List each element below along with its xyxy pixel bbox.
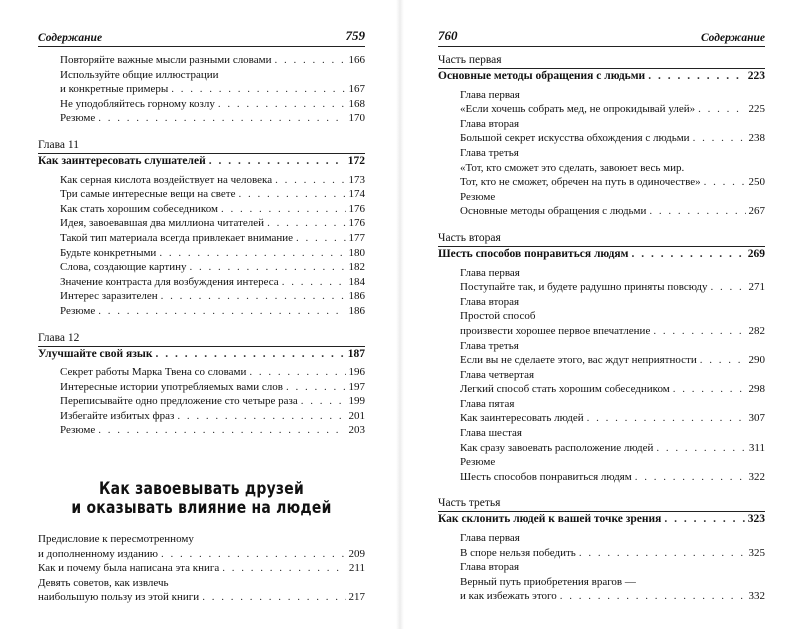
right-toc bbox=[438, 47, 765, 604]
toc-entry: и конкретные примеры . . . 167 bbox=[38, 82, 365, 97]
part-label: Часть третья bbox=[438, 497, 501, 510]
toc-entry: Повторяйте важные мысли разными словами . . . 166 bbox=[38, 53, 365, 68]
book-spine bbox=[396, 0, 404, 629]
toc-entry: наибольшую пользу из этой книги . . . 217 bbox=[38, 590, 365, 605]
toc-entry-line: Предисловие к пересмотренному bbox=[38, 533, 194, 546]
chapter-label: Глава четвертая bbox=[460, 368, 535, 381]
chapter-title: Улучшайте свой язык . . . 187 bbox=[38, 347, 365, 362]
toc-entry: Интерес заразителен . . . 186 bbox=[38, 289, 365, 304]
toc-entry: Как сразу завоевать расположение людей . . . 311 bbox=[438, 441, 765, 456]
toc-entry: Как и почему была написана эта книга . . . 211 bbox=[38, 561, 365, 576]
toc-entry-line: «Тот, кто сможет это сделать, завоюет весь мир. bbox=[460, 161, 685, 174]
toc-entry: Шесть способов понравиться людям . . . 322 bbox=[438, 470, 765, 485]
chapter-label: Глава 12 bbox=[38, 331, 80, 344]
toc-entry: Как стать хорошим собеседником . . . 176 bbox=[38, 202, 365, 217]
part-label: Часть первая bbox=[438, 54, 502, 66]
toc-entry: Как заинтересовать людей . . . 307 bbox=[438, 411, 765, 426]
left-running-title: Содержание bbox=[38, 32, 103, 44]
part-title: Основные методы обращения с людьми . . . 223 bbox=[438, 69, 765, 84]
left-running-header bbox=[38, 28, 365, 47]
toc-entry-line: Верный путь приобретения врагов — bbox=[460, 575, 636, 588]
toc-entry-line: Используйте общие иллюстрации bbox=[60, 68, 219, 81]
toc-entry: Тот, кто не сможет, обречен на путь в одиночестве» . . . 250 bbox=[438, 175, 765, 190]
chapter-label: Глава шестая bbox=[460, 427, 522, 440]
toc-entry: Большой секрет искусства обхождения с людьми . . . 238 bbox=[438, 131, 765, 146]
part-title: Как склонить людей к вашей точке зрения . . . 323 bbox=[438, 512, 765, 527]
right-running-header bbox=[438, 28, 765, 47]
book-title-line: Как завоевывать друзей bbox=[99, 479, 304, 500]
toc-entry: Интересные истории употребляемых вами слов . . . 197 bbox=[38, 380, 365, 395]
toc-entry: Основные методы обращения с людьми . . . 267 bbox=[438, 204, 765, 219]
toc-entry: Такой тип материала всегда привлекает внимание . . . 177 bbox=[38, 231, 365, 246]
toc-entry: Не уподобляйтесь горному козлу . . . 168 bbox=[38, 97, 365, 112]
left-toc bbox=[38, 47, 365, 605]
right-page bbox=[438, 28, 765, 604]
book-title bbox=[67, 480, 335, 518]
toc-entry: произвести хорошее первое впечатление . . . 282 bbox=[438, 324, 765, 339]
toc-entry: Если вы не сделаете этого, вас ждут неприятности . . . 290 bbox=[438, 353, 765, 368]
part-title: Шесть способов понравиться людям . . . 269 bbox=[438, 247, 765, 262]
chapter-label: Глава первая bbox=[460, 532, 520, 545]
toc-entry: Легкий способ стать хорошим собеседником . . . 298 bbox=[438, 382, 765, 397]
chapter-label: Глава пятая bbox=[460, 397, 515, 410]
toc-entry: Избегайте избитых фраз . . . 201 bbox=[38, 409, 365, 424]
left-page-number: 759 bbox=[345, 28, 365, 43]
toc-entry: Резюме . . . 170 bbox=[38, 111, 365, 126]
toc-entry: Секрет работы Марка Твена со словами . . . 196 bbox=[38, 365, 365, 380]
chapter-title: Как заинтересовать слушателей . . . 172 bbox=[38, 154, 365, 169]
toc-entry: и дополненному изданию . . . 209 bbox=[38, 547, 365, 562]
book-title-line: и оказывать влияние на людей bbox=[71, 498, 332, 519]
toc-entry: В споре нельзя победить . . . 325 bbox=[438, 546, 765, 561]
chapter-label: Глава первая bbox=[460, 266, 520, 279]
chapter-label: Глава вторая bbox=[460, 117, 520, 130]
toc-entry: Значение контраста для возбуждения интереса . . . 184 bbox=[38, 275, 365, 290]
left-page bbox=[38, 28, 365, 605]
toc-entry: Слова, создающие картину . . . 182 bbox=[38, 260, 365, 275]
chapter-label: Глава вторая bbox=[460, 561, 520, 574]
toc-entry: «Если хочешь собрать мед, не опрокидывай улей» . . . 225 bbox=[438, 102, 765, 117]
chapter-label: Глава первая bbox=[460, 88, 520, 101]
toc-entry: Идея, завоевавшая два миллиона читателей . . . 176 bbox=[38, 216, 365, 231]
toc-entry: Резюме . . . 203 bbox=[38, 423, 365, 438]
summary-label: Резюме bbox=[460, 456, 496, 469]
toc-entry: Поступайте так, и будете радушно приняты повсюду . . . 271 bbox=[438, 280, 765, 295]
right-running-title: Содержание bbox=[700, 32, 765, 44]
toc-entry-line: Простой способ bbox=[460, 310, 536, 323]
chapter-label: Глава 11 bbox=[38, 138, 79, 151]
part-label: Часть вторая bbox=[438, 231, 501, 244]
chapter-label: Глава вторая bbox=[460, 295, 520, 308]
toc-entry: Три самые интересные вещи на свете . . . 174 bbox=[38, 187, 365, 202]
toc-entry: Резюме . . . 186 bbox=[38, 304, 365, 319]
toc-entry: Переписывайте одно предложение сто четыре раза . . . 199 bbox=[38, 394, 365, 409]
toc-entry: и как избежать этого . . . 332 bbox=[438, 589, 765, 604]
toc-entry: Как серная кислота воздействует на человека . . . 173 bbox=[38, 173, 365, 188]
toc-entry: Будьте конкретными . . . 180 bbox=[38, 246, 365, 261]
toc-entry-line: Девять советов, как извлечь bbox=[38, 576, 169, 589]
summary-label: Резюме bbox=[460, 190, 496, 203]
right-page-number: 760 bbox=[438, 28, 458, 43]
chapter-label: Глава третья bbox=[460, 146, 519, 159]
chapter-label: Глава третья bbox=[460, 339, 519, 352]
